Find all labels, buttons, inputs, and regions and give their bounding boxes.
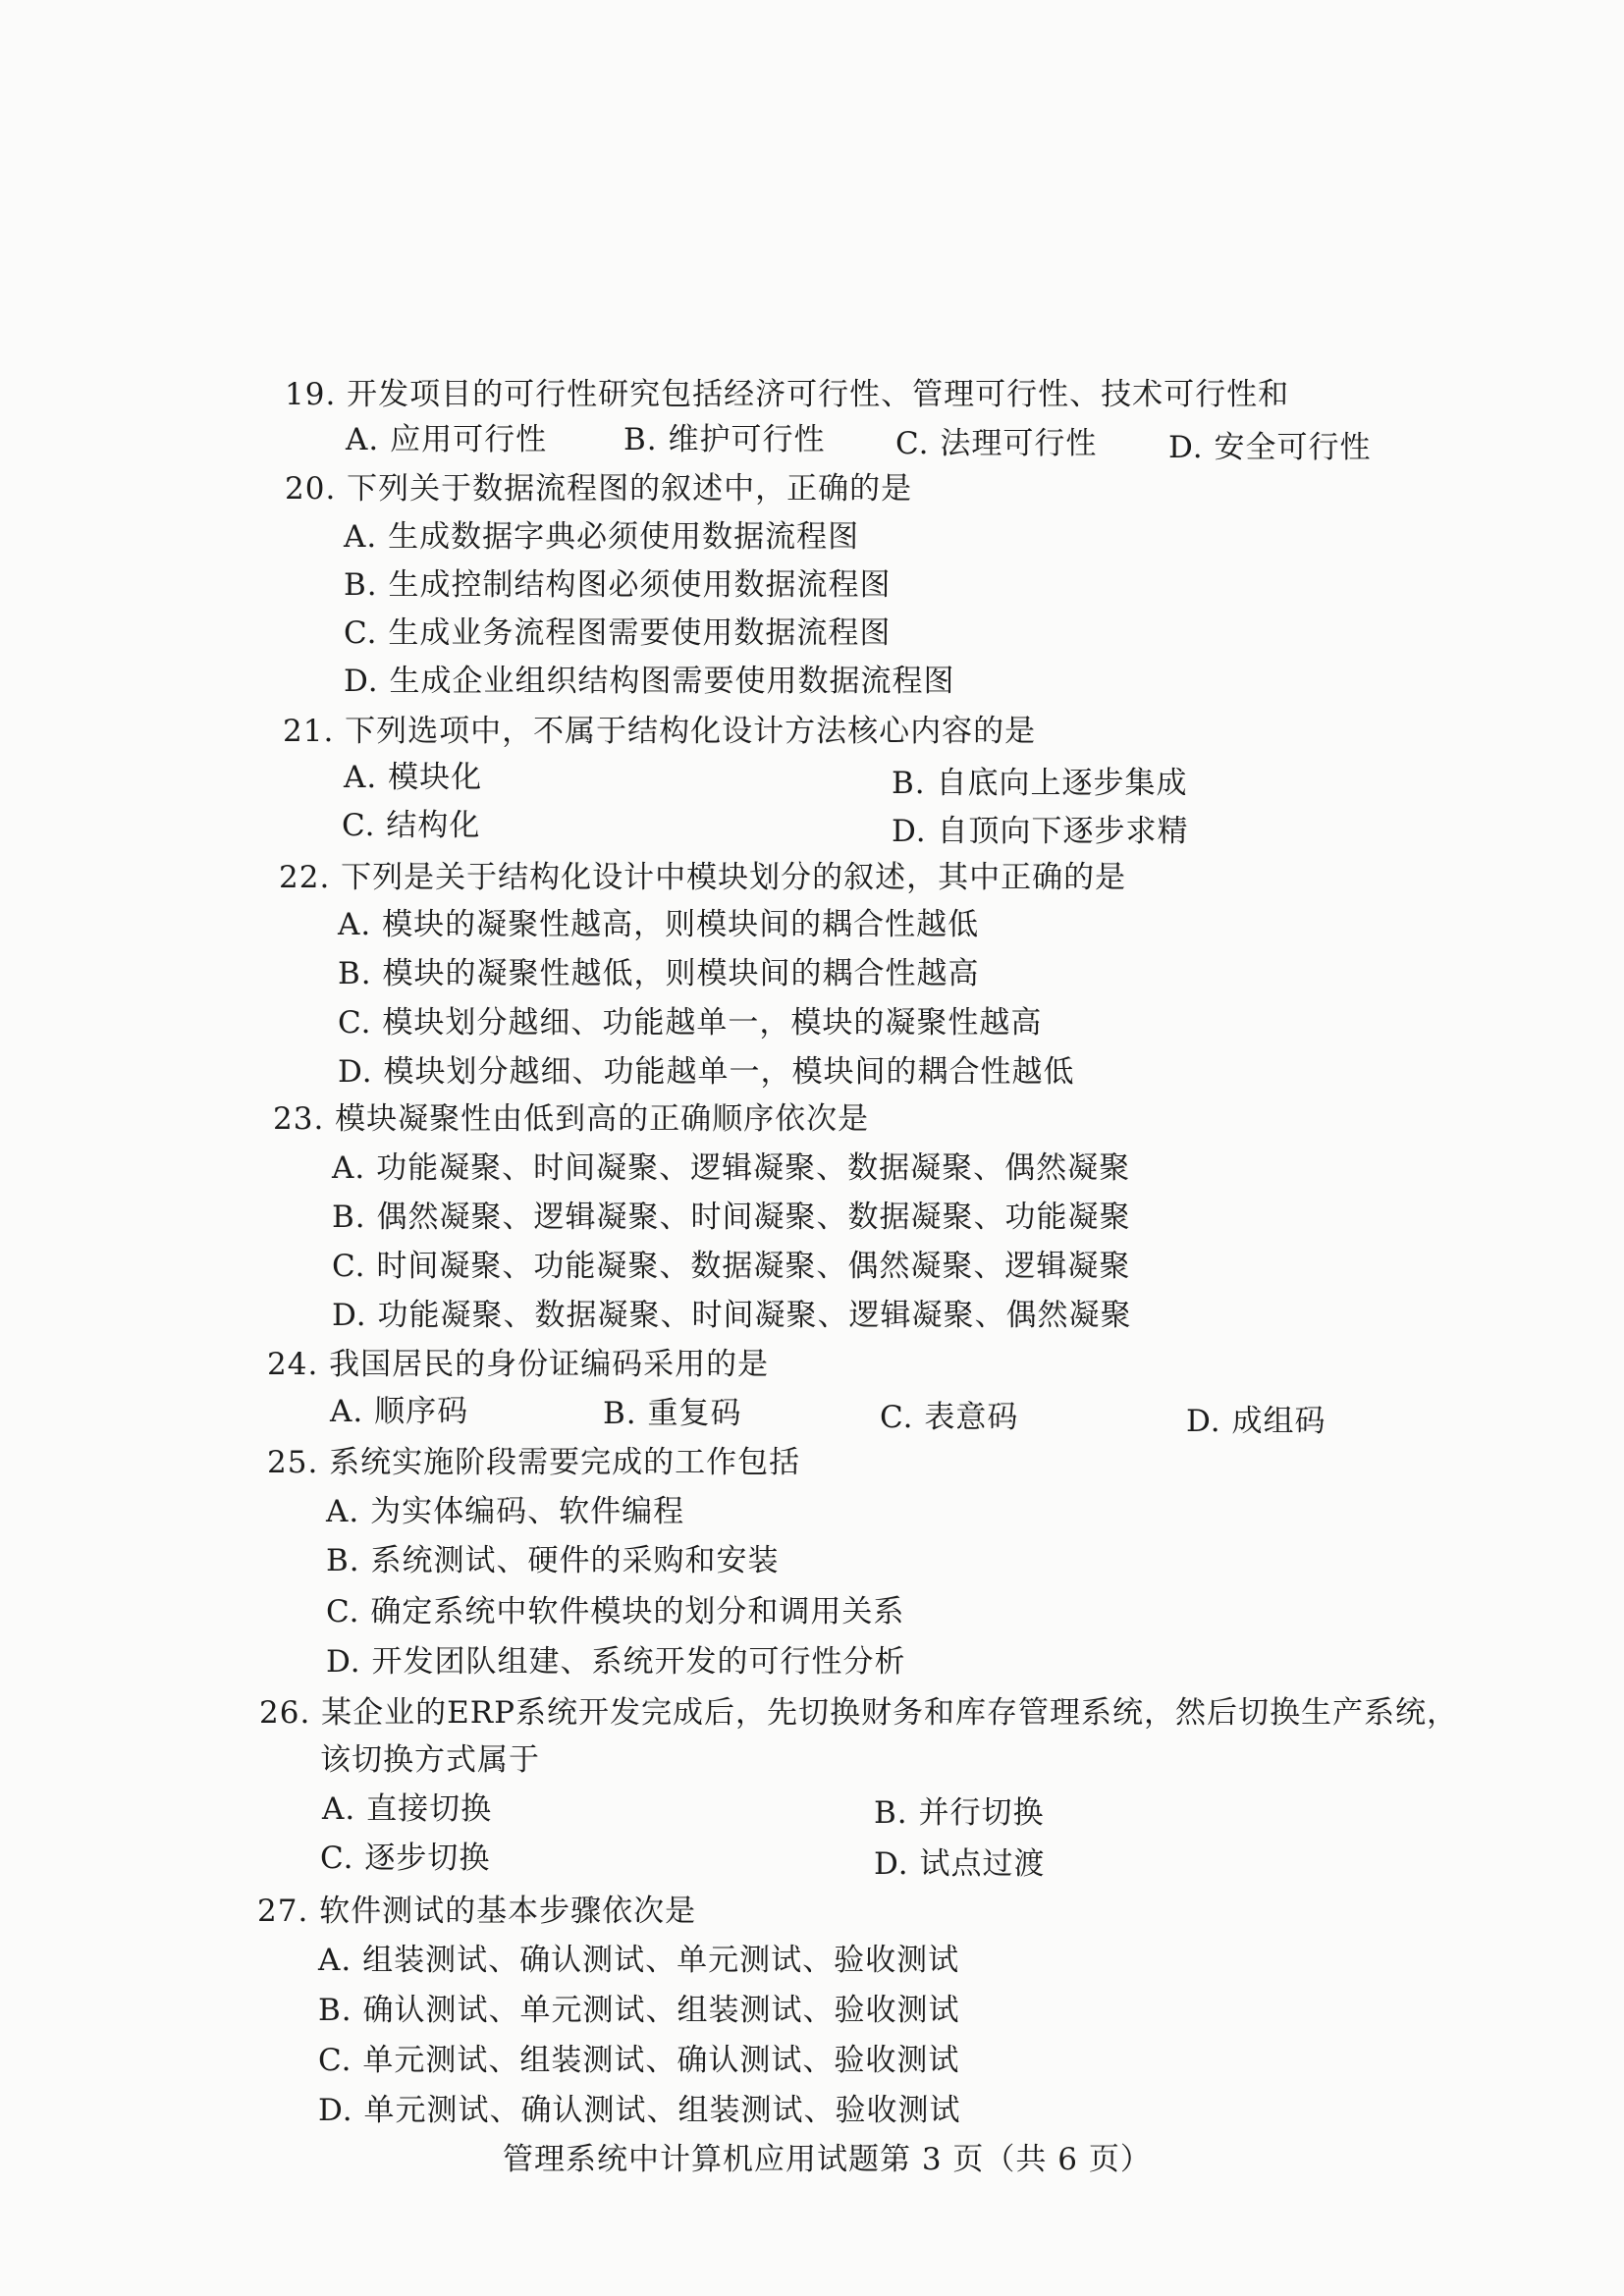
- question-26-stem-continued: 该切换方式属于: [320, 1742, 540, 1778]
- question-22-option-c: C. 模块划分越细、功能越单一，模块的凝聚性越高: [338, 1005, 1043, 1041]
- question-22-option-a: A. 模块的凝聚性越高，则模块间的耦合性越低: [338, 907, 980, 942]
- question-21-option-b: B. 自底向上逐步集成: [892, 766, 1188, 801]
- question-24-option-c: C. 表意码: [880, 1400, 1019, 1435]
- question-26-stem: 26. 某企业的ERP系统开发完成后，先切换财务和库存管理系统，然后切换生产系统，: [259, 1695, 1458, 1731]
- question-20-stem: 20. 下列关于数据流程图的叙述中，正确的是: [285, 471, 913, 507]
- question-19-option-d: D. 安全可行性: [1168, 430, 1372, 465]
- question-19-option-c: C. 法理可行性: [895, 426, 1098, 461]
- question-21-option-d: D. 自顶向下逐步求精: [892, 814, 1189, 849]
- question-21-option-a: A. 模块化: [344, 760, 483, 795]
- question-19-stem: 19. 开发项目的可行性研究包括经济可行性、管理可行性、技术可行性和: [285, 377, 1290, 412]
- question-25-stem: 25. 系统实施阶段需要完成的工作包括: [267, 1445, 801, 1480]
- page-footer: 管理系统中计算机应用试题第 3 页（共 6 页）: [503, 2142, 1152, 2177]
- question-20-option-b: B. 生成控制结构图必须使用数据流程图: [344, 567, 892, 603]
- question-27-option-c: C. 单元测试、组装测试、确认测试、验收测试: [318, 2043, 960, 2078]
- question-24-option-a: A. 顺序码: [330, 1394, 469, 1429]
- question-23-stem: 23. 模块凝聚性由低到高的正确顺序依次是: [273, 1101, 870, 1137]
- question-20-option-d: D. 生成企业组织结构图需要使用数据流程图: [344, 664, 955, 699]
- question-25-option-a: A. 为实体编码、软件编程: [326, 1494, 685, 1529]
- question-24-stem: 24. 我国居民的身份证编码采用的是: [267, 1347, 770, 1382]
- question-27-option-b: B. 确认测试、单元测试、组装测试、验收测试: [318, 1993, 960, 2028]
- question-21-stem: 21. 下列选项中，不属于结构化设计方法核心内容的是: [283, 714, 1037, 749]
- question-19-option-a: A. 应用可行性: [346, 422, 548, 457]
- question-27-option-d: D. 单元测试、确认测试、组装测试、验收测试: [318, 2093, 961, 2128]
- question-26-option-a: A. 直接切换: [322, 1791, 493, 1827]
- question-20-option-c: C. 生成业务流程图需要使用数据流程图: [344, 615, 892, 651]
- question-21-option-c: C. 结构化: [342, 808, 481, 843]
- question-20-option-a: A. 生成数据字典必须使用数据流程图: [344, 519, 860, 555]
- question-25-option-b: B. 系统测试、硬件的采购和安装: [326, 1543, 780, 1578]
- question-26-option-d: D. 试点过渡: [874, 1846, 1046, 1882]
- question-26-option-b: B. 并行切换: [874, 1795, 1045, 1831]
- question-24-option-b: B. 重复码: [603, 1396, 742, 1431]
- question-19-option-b: B. 维护可行性: [623, 422, 826, 457]
- question-23-option-b: B. 偶然凝聚、逻辑凝聚、时间凝聚、数据凝聚、功能凝聚: [332, 1200, 1131, 1235]
- question-23-option-d: D. 功能凝聚、数据凝聚、时间凝聚、逻辑凝聚、偶然凝聚: [332, 1298, 1132, 1333]
- question-27-option-a: A. 组装测试、确认测试、单元测试、验收测试: [318, 1943, 960, 1978]
- question-25-option-d: D. 开发团队组建、系统开发的可行性分析: [326, 1644, 906, 1680]
- question-26-option-c: C. 逐步切换: [320, 1841, 491, 1876]
- question-23-option-a: A. 功能凝聚、时间凝聚、逻辑凝聚、数据凝聚、偶然凝聚: [332, 1150, 1131, 1186]
- question-22-stem: 22. 下列是关于结构化设计中模块划分的叙述，其中正确的是: [279, 860, 1127, 895]
- question-22-option-d: D. 模块划分越细、功能越单一，模块间的耦合性越低: [338, 1054, 1075, 1090]
- question-25-option-c: C. 确定系统中软件模块的划分和调用关系: [326, 1594, 905, 1629]
- question-23-option-c: C. 时间凝聚、功能凝聚、数据凝聚、偶然凝聚、逻辑凝聚: [332, 1249, 1131, 1284]
- question-24-option-d: D. 成组码: [1186, 1404, 1326, 1439]
- question-27-stem: 27. 软件测试的基本步骤依次是: [257, 1894, 697, 1929]
- question-22-option-b: B. 模块的凝聚性越低，则模块间的耦合性越高: [338, 956, 980, 991]
